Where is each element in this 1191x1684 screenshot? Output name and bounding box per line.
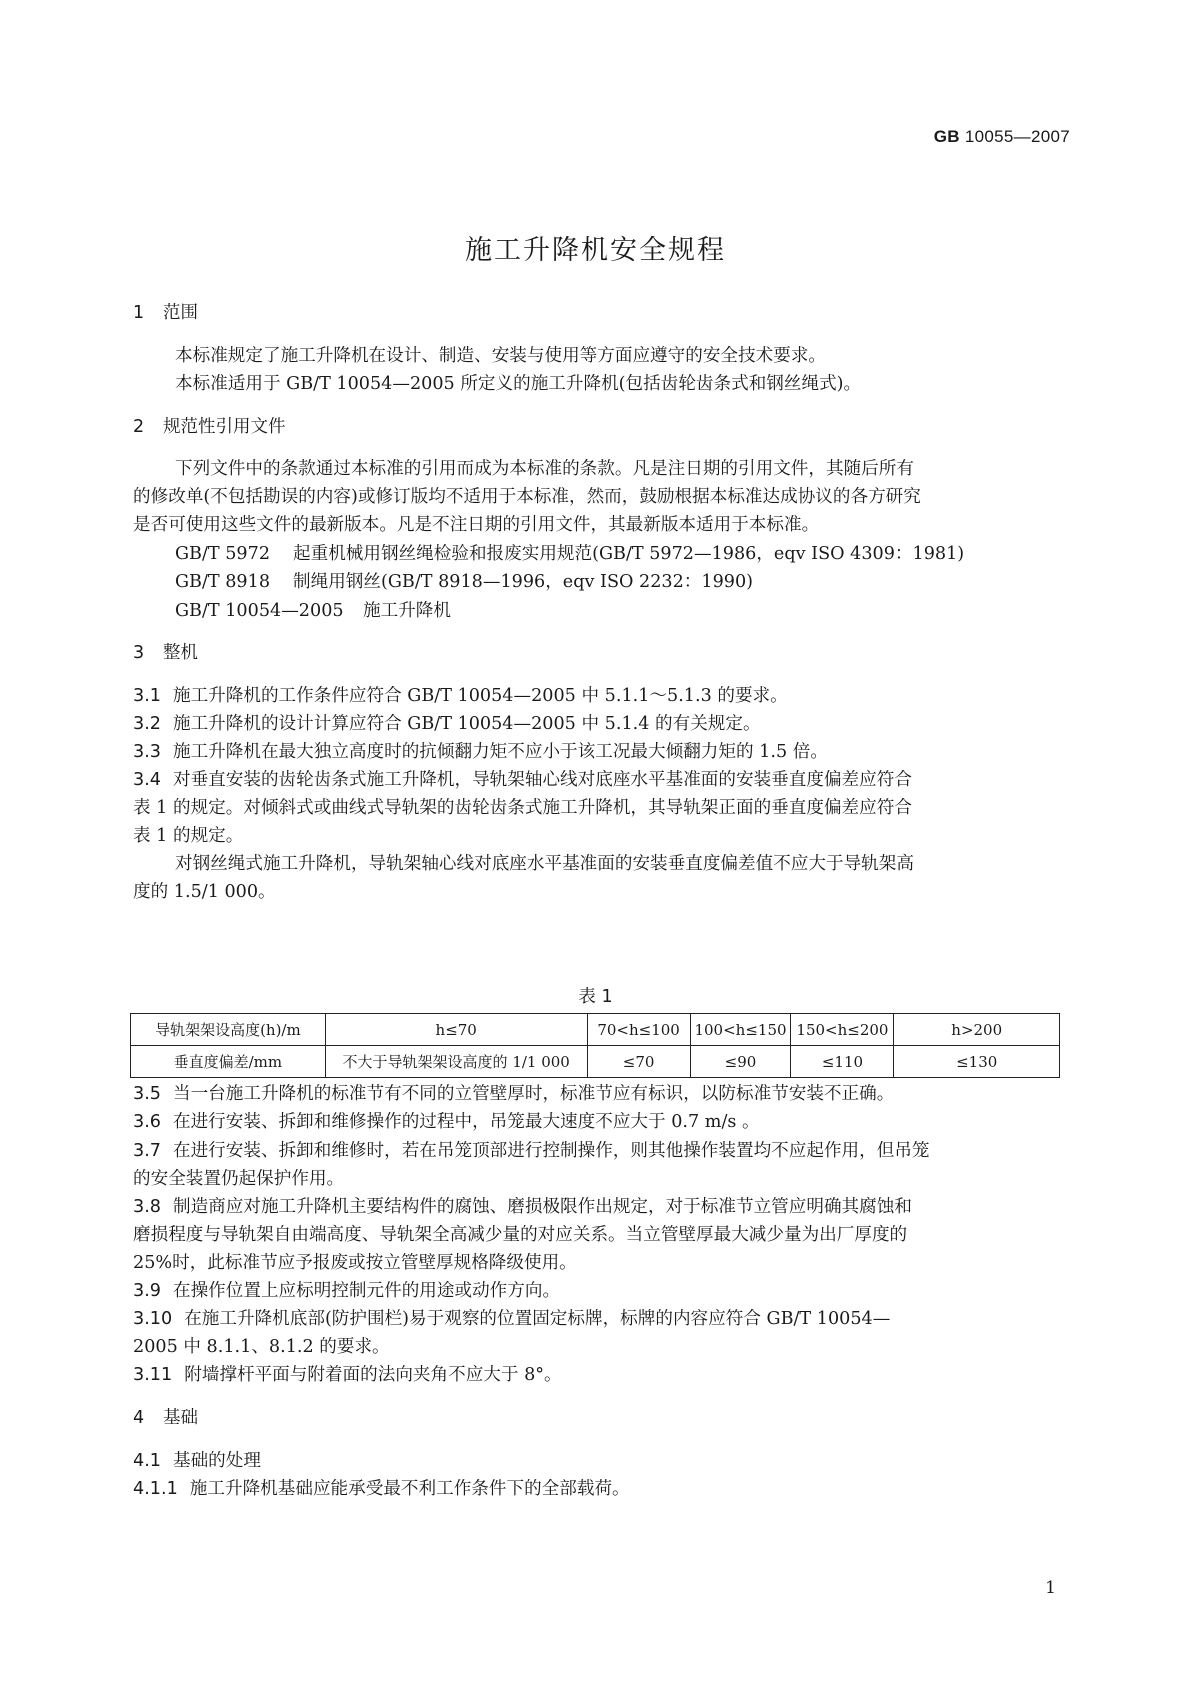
standard-prefix: GB (933, 127, 960, 146)
section-4-heading: 4 基础 (133, 1408, 198, 1428)
clause-3-8-line-2: 磨损程度与导轨架自由端高度、导轨架全高减少量的对应关系。当立管壁厚最大减少量为出厂厚度的 (133, 1225, 908, 1245)
clause-3-9: 3.9 在操作位置上应标明控制元件的用途或动作方向。 (133, 1281, 561, 1301)
clause-3-7: 3.7 在进行安装、拆卸和维修时，若在吊笼顶部进行控制操作，则其他操作装置均不应起作用，但吊笼 (133, 1141, 930, 1161)
section-1-heading: 1 范围 (133, 303, 198, 323)
table-cell: ≤70 (587, 1046, 690, 1078)
section-2-heading: 2 规范性引用文件 (133, 417, 286, 437)
clause-3-4-line-4: 对钢丝绳式施工升降机，导轨架轴心线对底座水平基准面的安装垂直度偏差值不应大于导轨架高 (175, 854, 914, 874)
table-row (131, 1046, 1060, 1078)
reference-gbt8918: GB/T 8918 制绳用钢丝(GB/T 8918—1996，eqv ISO 2232：1990) (175, 572, 754, 592)
section-2-para-line-3: 是否可使用这些文件的最新版本。凡是不注日期的引用文件，其最新版本适用于本标准。 (133, 515, 820, 535)
standard-number: 10055—2007 (964, 127, 1070, 146)
clause-3-11: 3.11 附墙撑杆平面与附着面的法向夹角不应大于 8°。 (133, 1365, 562, 1385)
table-header-cell: 70<h≤100 (587, 1014, 690, 1046)
table-1-caption: 表 1 (578, 987, 613, 1007)
clause-3-7-line-2: 的安全装置仍起保护作用。 (133, 1169, 345, 1189)
table-cell: 垂直度偏差/mm (131, 1046, 326, 1078)
section-3-heading: 3 整机 (133, 643, 198, 663)
clause-3-5: 3.5 当一台施工升降机的标准节有不同的立管壁厚时，标准节应有标识，以防标准节安装不正确。 (133, 1084, 895, 1104)
table-cell: ≤110 (791, 1046, 894, 1078)
table-header-cell: h>200 (894, 1014, 1060, 1046)
table-header-cell: 150<h≤200 (791, 1014, 894, 1046)
section-2-para-line-1: 下列文件中的条款通过本标准的引用而成为本标准的条款。凡是注日期的引用文件，其随后所有 (175, 459, 914, 479)
clause-3-4-line-2: 表 1 的规定。对倾斜式或曲线式导轨架的齿轮齿条式施工升降机，其导轨架正面的垂直度偏差应符合 (133, 798, 912, 818)
clause-4-1-heading: 4.1 基础的处理 (133, 1451, 261, 1471)
clause-3-1: 3.1 施工升降机的工作条件应符合 GB/T 10054—2005 中 5.1.1～5.1.3 的要求。 (133, 686, 788, 706)
section-1-para-2: 本标准适用于 GB/T 10054—2005 所定义的施工升降机(包括齿轮齿条式和钢丝绳式)。 (175, 374, 862, 394)
table-1 (130, 1013, 1060, 1078)
clause-3-10-line-2: 2005 中 8.1.1、8.1.2 的要求。 (133, 1337, 390, 1357)
clause-3-2: 3.2 施工升降机的设计计算应符合 GB/T 10054—2005 中 5.1.4 的有关规定。 (133, 714, 761, 734)
clause-3-8-line-3: 25%时，此标准节应予报废或按立管壁厚规格降级使用。 (133, 1253, 577, 1273)
section-1-para-1: 本标准规定了施工升降机在设计、制造、安装与使用等方面应遵守的安全技术要求。 (175, 346, 826, 366)
clause-3-6: 3.6 在进行安装、拆卸和维修操作的过程中，吊笼最大速度不应大于 0.7 m/s 。 (133, 1112, 760, 1132)
table-header-cell: h≤70 (325, 1014, 587, 1046)
page-number: 1 (1045, 1578, 1056, 1598)
document-title: 施工升降机安全规程 (465, 235, 726, 266)
clause-3-4: 3.4 对垂直安装的齿轮齿条式施工升降机，导轨架轴心线对底座水平基准面的安装垂直度偏差应符合 (133, 770, 912, 790)
table-header-cell: 导轨架架设高度(h)/m (131, 1014, 326, 1046)
clause-3-3: 3.3 施工升降机在最大独立高度时的抗倾翻力矩不应小于该工况最大倾翻力矩的 1.5 倍。 (133, 742, 828, 762)
table-row (131, 1014, 1060, 1046)
clause-3-4-line-5: 度的 1.5/1 000。 (133, 882, 276, 902)
clause-3-10: 3.10 在施工升降机底部(防护围栏)易于观察的位置固定标牌，标牌的内容应符合 GB/T 10054— (133, 1309, 891, 1329)
table-cell: ≤90 (690, 1046, 791, 1078)
section-2-para-line-2: 的修改单(不包括勘误的内容)或修订版均不适用于本标准，然而，鼓励根据本标准达成协议的各方研究 (133, 487, 921, 507)
standard-header (934, 127, 1070, 147)
table-cell: 不大于导轨架架设高度的 1/1 000 (325, 1046, 587, 1078)
table-cell: ≤130 (894, 1046, 1060, 1078)
clause-3-8: 3.8 制造商应对施工升降机主要结构件的腐蚀、磨损极限作出规定，对于标准节立管应明确其腐蚀和 (133, 1197, 912, 1217)
clause-3-4-line-3: 表 1 的规定。 (133, 826, 244, 846)
reference-gbt10054: GB/T 10054—2005 施工升降机 (175, 601, 451, 621)
table-header-cell: 100<h≤150 (690, 1014, 791, 1046)
reference-gbt5972: GB/T 5972 起重机械用钢丝绳检验和报废实用规范(GB/T 5972—1986，eqv ISO 4309：1981) (175, 544, 965, 564)
clause-4-1-1: 4.1.1 施工升降机基础应能承受最不利工作条件下的全部载荷。 (133, 1479, 630, 1499)
